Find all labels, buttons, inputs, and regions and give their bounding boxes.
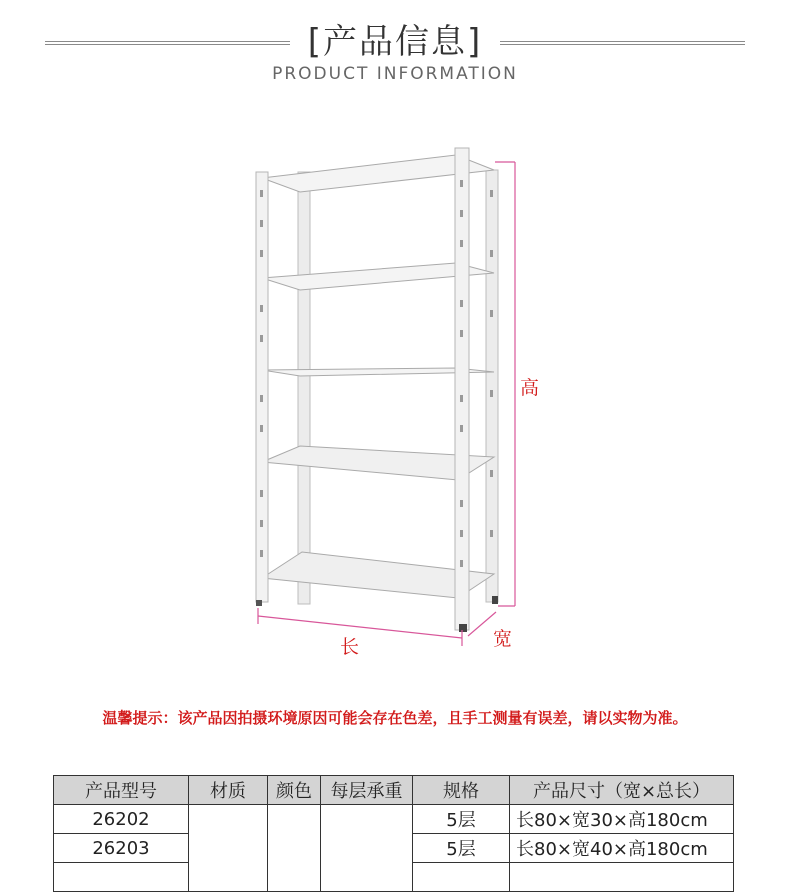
cell-color bbox=[268, 805, 321, 892]
width-label: 宽 bbox=[493, 628, 513, 650]
shelf-front-right-post bbox=[455, 148, 469, 630]
cell-spec bbox=[413, 863, 510, 892]
shelf-back-right-post bbox=[486, 170, 498, 602]
shelf-back-left-post bbox=[298, 172, 310, 604]
cell-size bbox=[510, 863, 734, 892]
header-load: 每层承重 bbox=[321, 776, 413, 805]
cell-spec: 5层 bbox=[413, 834, 510, 863]
section-title-text: 产品信息 bbox=[323, 22, 467, 62]
length-label: 长 bbox=[340, 636, 360, 658]
header-spec: 规格 bbox=[413, 776, 510, 805]
cell-model: 26202 bbox=[54, 805, 189, 834]
section-subtitle: PRODUCT INFORMATION bbox=[272, 64, 518, 84]
spec-table bbox=[53, 775, 734, 892]
cell-spec: 5层 bbox=[413, 805, 510, 834]
cell-model: 26203 bbox=[54, 834, 189, 863]
spec-table-header-row bbox=[54, 776, 734, 805]
shelf-front-left-post bbox=[256, 172, 268, 602]
table-row bbox=[54, 805, 734, 834]
title-divider-right bbox=[500, 41, 745, 45]
height-label: 高 bbox=[520, 377, 540, 399]
header-size: 产品尺寸（宽×总长） bbox=[510, 776, 734, 805]
cell-material bbox=[189, 805, 268, 892]
header-color: 颜色 bbox=[268, 776, 321, 805]
cell-load bbox=[321, 805, 413, 892]
notice-text: 温馨提示：该产品因拍摄环境原因可能会存在色差，且手工测量有误差，请以实物为准。 bbox=[102, 709, 688, 727]
header-material: 材质 bbox=[189, 776, 268, 805]
section-title: [产品信息] bbox=[307, 22, 483, 62]
shelf-product-image bbox=[0, 130, 790, 650]
cell-size: 长80×宽30×高180cm bbox=[510, 805, 734, 834]
section-header bbox=[0, 0, 790, 100]
header-model: 产品型号 bbox=[54, 776, 189, 805]
cell-model bbox=[54, 863, 189, 892]
cell-size: 长80×宽40×高180cm bbox=[510, 834, 734, 863]
